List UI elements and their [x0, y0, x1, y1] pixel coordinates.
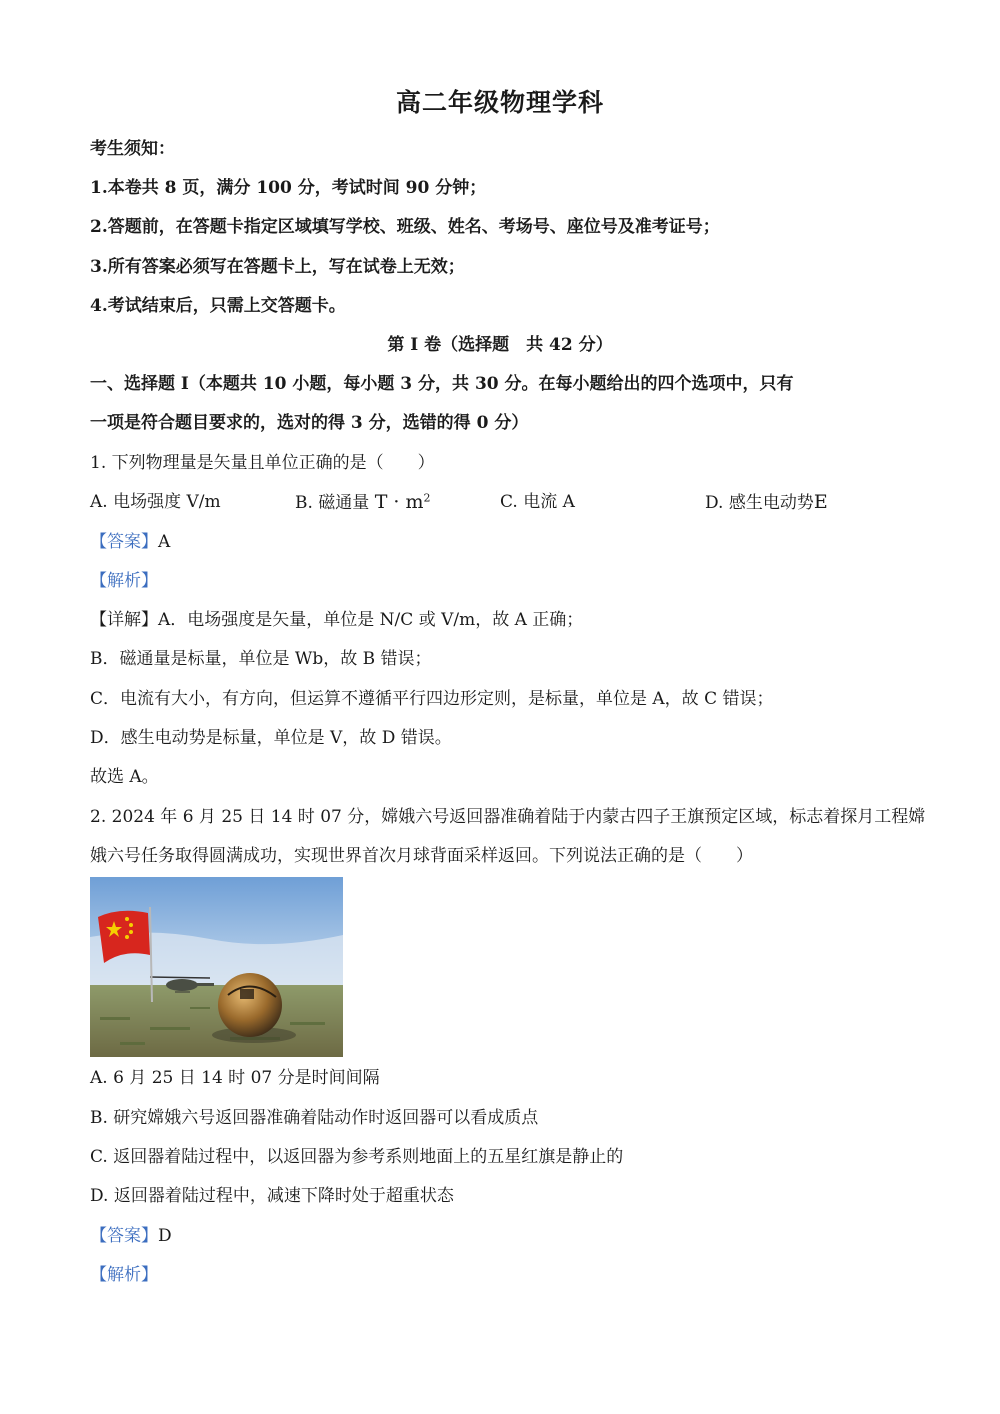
q1-detail-line-2: B．磁通量是标量，单位是 Wb，故 B 错误； — [90, 649, 432, 669]
q1-analysis-tag: 解析 — [107, 571, 141, 591]
q2-option-b: B. 研究嫦娥六号返回器准确着陆动作时返回器可以看成质点 — [90, 1108, 539, 1128]
q2-option-a: A. 6 月 25 日 14 时 07 分是时间间隔 — [90, 1068, 380, 1088]
q1-answer-tag: 答案 — [107, 532, 141, 552]
part-one-instructions-line2: 一项是符合题目要求的，选对的得 3 分，选错的得 0 分） — [90, 413, 529, 433]
section-title: 第 I 卷（选择题 共 42 分） — [387, 335, 613, 355]
q1-option-a: A. 电场强度 V/m — [90, 492, 221, 512]
notice-heading: 考生须知： — [90, 139, 175, 159]
q1-option-d — [705, 490, 828, 515]
q1-stem: 1. 下列物理量是矢量且单位正确的是（ ） — [90, 453, 435, 473]
q1-detail-line-3: C．电流有大小，有方向，但运算不遵循平行四边形定则，是标量，单位是 A，故 C 错误； — [90, 689, 774, 709]
notice-item-3: 3.所有答案必须写在答题卡上，写在试卷上无效； — [90, 257, 465, 277]
q1-detail-text-1: A．电场强度是矢量，单位是 N/C 或 V/m，故 A 正确； — [158, 610, 584, 630]
q1-analysis-line: 【解析】 — [90, 571, 158, 591]
capsule-landing-photo — [90, 877, 343, 1057]
page-title: 高二年级物理学科 — [395, 88, 604, 117]
q1-option-c: C. 电流 A — [500, 492, 575, 512]
part-one-instructions-line1: 一、选择题 I（本题共 10 小题，每小题 3 分，共 30 分。在每小题给出的四个选项中，只有 — [90, 374, 794, 394]
q2-answer-tag: 答案 — [107, 1226, 141, 1246]
q1-option-b — [295, 490, 431, 515]
q1-option-d-text: D. 感生电动势 — [705, 493, 814, 513]
q1-detail-line-1: 【详解】A．电场强度是矢量，单位是 N/C 或 V/m，故 A 正确； — [90, 610, 584, 630]
q2-analysis-tag: 解析 — [107, 1265, 141, 1285]
q1-conclusion: 故选 A。 — [90, 767, 159, 787]
q2-answer-line: 【答案】D — [90, 1226, 172, 1246]
q1-answer: A — [158, 532, 171, 552]
q1-answer-line: 【答案】A — [90, 532, 171, 552]
q1-option-d-unit: E — [813, 491, 828, 513]
q1-detail-line-4: D．感生电动势是标量，单位是 V，故 D 错误。 — [90, 728, 452, 748]
q2-answer: D — [158, 1226, 172, 1246]
q1-option-b-sup: 2 — [423, 491, 431, 505]
notice-item-4: 4.考试结束后，只需上交答题卡。 — [90, 296, 346, 316]
notice-item-2: 2.答题前，在答题卡指定区域填写学校、班级、姓名、考场号、座位号及准考证号； — [90, 217, 720, 237]
q2-option-d: D. 返回器着陆过程中，减速下降时处于超重状态 — [90, 1186, 454, 1206]
q2-stem-line1: 2. 2024 年 6 月 25 日 14 时 07 分，嫦娥六号返回器准确着陆于内蒙古四子王旗预定区域，标志着探月工程嫦 — [90, 807, 926, 827]
q1-detail-tag: 详解 — [107, 610, 141, 630]
notice-item-1: 1.本卷共 8 页，满分 100 分，考试时间 90 分钟； — [90, 178, 487, 198]
q1-option-b-text: B. 磁通量 — [295, 493, 370, 513]
q1-option-b-unit: T · m — [374, 491, 424, 513]
q2-analysis-line: 【解析】 — [90, 1265, 158, 1285]
q2-option-c: C. 返回器着陆过程中，以返回器为参考系则地面上的五星红旗是静止的 — [90, 1147, 624, 1167]
q2-stem-line2: 娥六号任务取得圆满成功，实现世界首次月球背面采样返回。下列说法正确的是（ ） — [90, 846, 753, 866]
